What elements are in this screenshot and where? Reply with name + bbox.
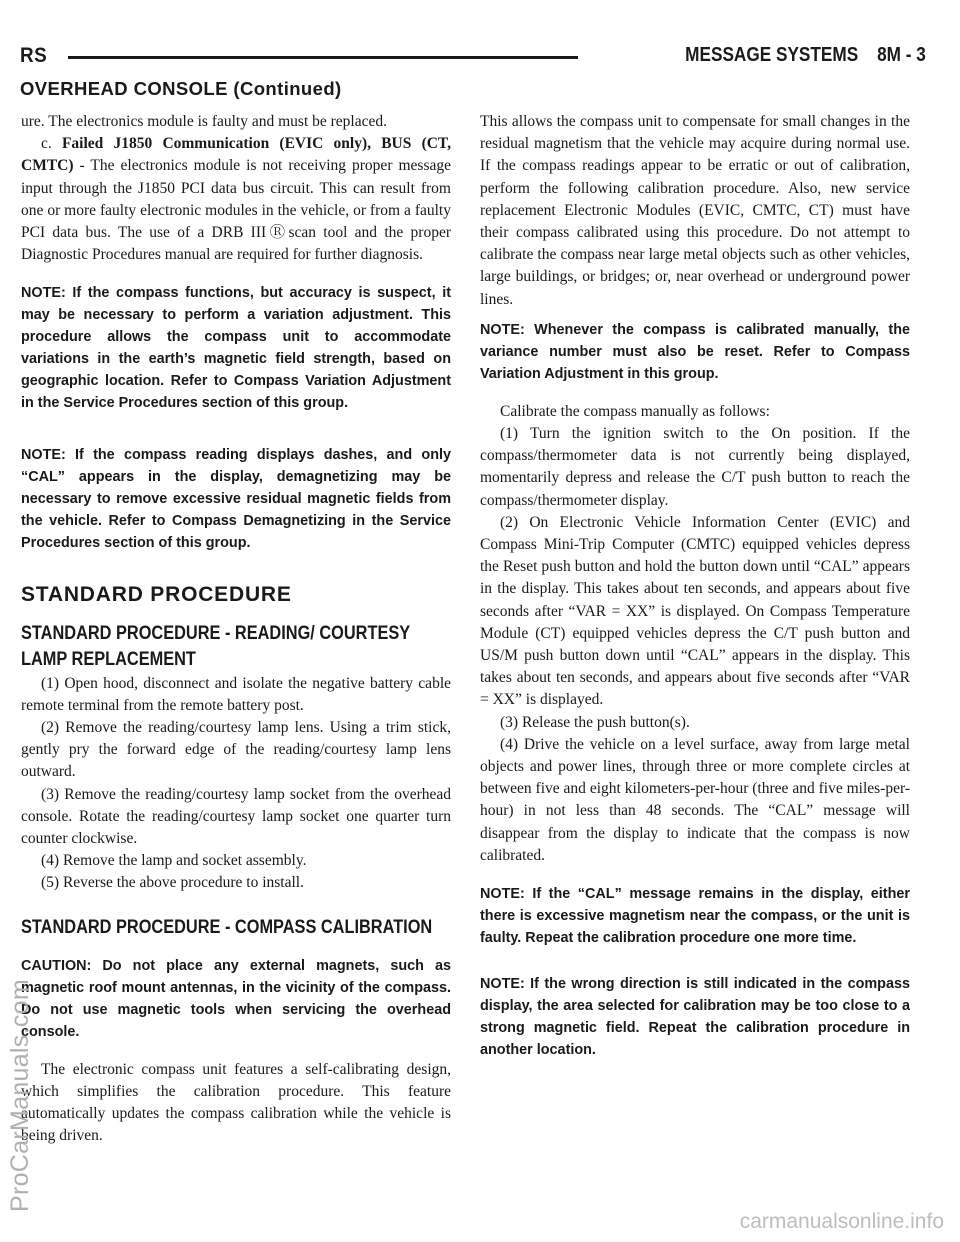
step-item: (4) Remove the lamp and socket assembly.	[41, 852, 307, 870]
calibration-step: (1) Turn the ignition switch to the On position. If the compass/thermometer data is not currently being displayed, momentarily depress and release the C/T push button to reach the compass/thermometer display.	[480, 425, 910, 509]
left-paragraph-1: ure. The electronics module is faulty and must be replaced.	[21, 113, 387, 130]
running-subtitle: OVERHEAD CONSOLE (Continued)	[20, 78, 342, 99]
step-item: (1) Open hood, disconnect and isolate the negative battery cable remote terminal from the remote battery post.	[21, 674, 451, 714]
item-letter: c.	[41, 135, 62, 153]
item-body: - The electronics module is not receiving proper message input through the J1850 PCI data bus circuit. This can result from one or more faulty electronic modules in the vehicle, or from a faulty PCI data bus. The use of a DRB IIIⓇscan tool and the proper Diagnostic Procedures manual are required for further diagnosis.	[21, 157, 451, 264]
heading-standard-procedure: STANDARD PROCEDURE	[21, 583, 292, 607]
header-section-code: RS	[20, 44, 48, 67]
heading-compass-calibration: STANDARD PROCEDURE - COMPASS CALIBRATION	[21, 916, 433, 938]
watermark-bottom: carmanualsonline.info	[739, 1210, 944, 1233]
step-item: (2) Remove the reading/courtesy lamp lens. Using a trim stick, gently pry the forward edge of the reading/courtesy lamp lens outward.	[21, 719, 451, 781]
calibration-step: (4) Drive the vehicle on a level surface, away from large metal objects and power lines, through three or more complete circles at between five and eight kilometers-per-hour (three and five miles-per-hour) in not less than 48 seconds. The “CAL” message will disappear from the display to indicate that the compass is now calibrated.	[480, 735, 910, 864]
watermark-side: ProCarManuals.com	[6, 979, 34, 1212]
left-paragraph-failed-j1850	[21, 133, 451, 266]
page-header	[20, 44, 926, 72]
calibrate-intro: Calibrate the compass manually as follows:	[500, 402, 770, 420]
left-column	[21, 111, 451, 1147]
note-variation: NOTE: If the compass functions, but accuracy is suspect, it may be necessary to perform a variation adjustment. This procedure allows the compass unit to accommodate variations in the earth’s magnetic field strength, based on geographic location. Refer to Compass Variation Adjustment in the Service Procedures section of this group.	[21, 285, 451, 412]
note-cal-remains: NOTE: If the “CAL” message remains in the display, either there is excessive magnetism near the compass, or the unit is faulty. Repeat the calibration procedure one more time.	[480, 886, 910, 947]
paragraph-self-calibrating: The electronic compass unit features a self-calibrating design, which simplifies the calibration procedure. This feature automatically updates the compass calibration while the vehicle is being driven.	[21, 1060, 451, 1145]
step-item: (3) Remove the reading/courtesy lamp socket from the overhead console. Rotate the reading/courtesy lamp socket one quarter turn counter clockwise.	[21, 785, 451, 848]
heading-reading-lamp: STANDARD PROCEDURE - READING/ COURTESY LAMP REPLACEMENT	[21, 622, 410, 670]
header-title-block	[685, 44, 926, 67]
note-wrong-direction: NOTE: If the wrong direction is still indicated in the compass display, the area selected for calibration may be too close to a strong magnetic field. Repeat the calibration procedure in another location.	[480, 976, 910, 1059]
note-demagnetizing: NOTE: If the compass reading displays dashes, and only “CAL” appears in the display, demagnetizing may be necessary to remove excessive residual magnetic fields from the vehicle. Refer to Compass Demagnetizing in the Service Procedures section of this group.	[21, 447, 451, 552]
step-item: (5) Reverse the above procedure to install.	[41, 874, 304, 892]
header-rule	[68, 56, 578, 59]
header-title: MESSAGE SYSTEMS	[685, 44, 859, 66]
note-variance-reset: NOTE: Whenever the compass is calibrated manually, the variance number must also be reset. Refer to Compass Variation Adjustment in this group.	[480, 321, 910, 382]
right-paragraph-1: This allows the compass unit to compensate for small changes in the residual magnetism that the vehicle may acquire during normal use. If the compass readings appear to be erratic or out of calibration, perform the following calibration procedure. Also, new service replacement Electronic Modules (EVIC, CMTC, CT) must have their compass calibrated using this procedure. Do not attempt to calibrate the compass near large metal objects such as other vehicles, large buildings, or bridges; or, near overhead or underground power lines.	[480, 113, 910, 308]
right-column	[480, 111, 910, 1061]
calibration-step: (3) Release the push button(s).	[500, 713, 690, 731]
calibration-step: (2) On Electronic Vehicle Information Center (EVIC) and Compass Mini-Trip Computer (CMTC) equipped vehicles depress the Reset push button and hold the button down until “CAL” appears in the display. This takes about ten seconds, and appears about five seconds after “VAR = XX” is displayed. On Compass Temperature Module (CT) equipped vehicles depress the C/T push button and US/M push button down until “CAL” appears in the display. This takes about ten seconds, and appears about five seconds after “VAR = XX” is displayed.	[480, 513, 910, 709]
item-bold-title: Failed J1850 Communication (EVIC only), BUS (CT, CMTC)	[21, 135, 451, 175]
caution-magnets: CAUTION: Do not place any external magnets, such as magnetic roof mount antennas, in the vicinity of the compass. Do not use magnetic tools when servicing the overhead console.	[21, 957, 451, 1040]
page-number: 8M - 3	[877, 44, 926, 66]
